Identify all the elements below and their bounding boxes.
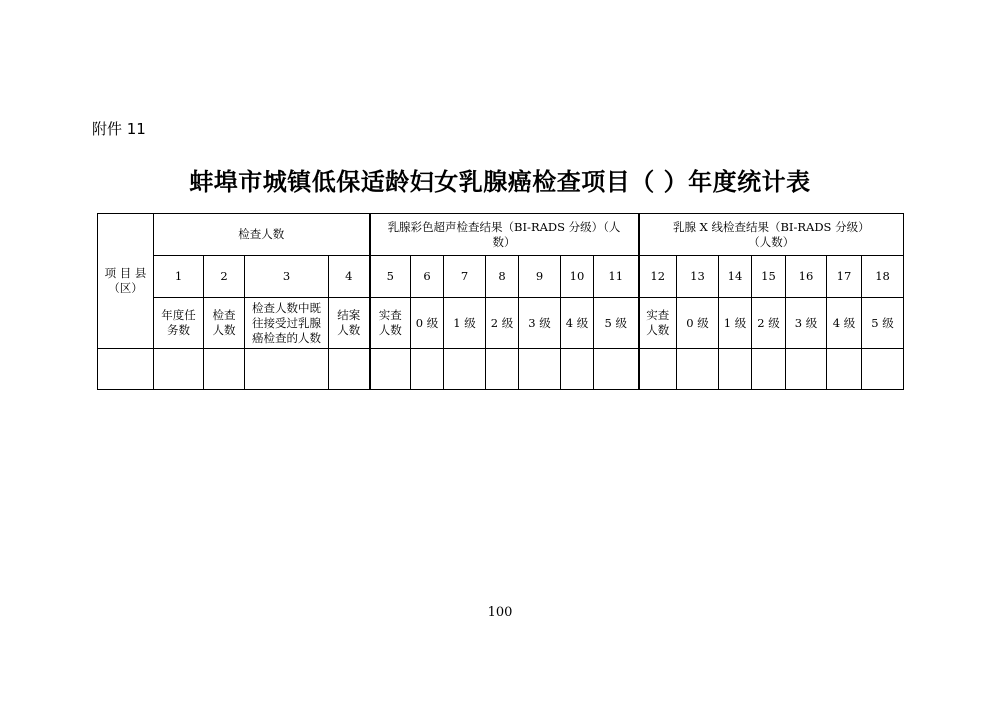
column-number: 13 [677,256,719,298]
column-label: 3 级 [519,298,561,349]
column-label: 结案人数 [329,298,370,349]
table-cell[interactable] [98,349,154,390]
table-cell[interactable] [786,349,827,390]
table-cell[interactable] [519,349,561,390]
column-number: 6 [411,256,444,298]
table-cell[interactable] [862,349,904,390]
column-number: 11 [594,256,639,298]
column-number: 16 [786,256,827,298]
column-label: 实查人数 [370,298,411,349]
column-label: 实查人数 [639,298,677,349]
column-number: 10 [561,256,594,298]
table-cell[interactable] [329,349,370,390]
column-label: 4 级 [561,298,594,349]
table-cell[interactable] [677,349,719,390]
page-number: 100 [487,605,513,620]
column-number: 9 [519,256,561,298]
column-label: 5 级 [862,298,904,349]
column-number: 4 [329,256,370,298]
table-cell[interactable] [154,349,204,390]
table-row-empty [98,349,904,390]
table-cell[interactable] [411,349,444,390]
table-cell[interactable] [719,349,752,390]
table-cell[interactable] [370,349,411,390]
group-header-ultrasound: 乳腺彩色超声检查结果（BI-RADS 分级）（人数） [370,214,639,256]
column-label: 年度任务数 [154,298,204,349]
row-header-county: 项 目 县（区） [98,214,154,349]
column-number: 3 [245,256,329,298]
table-cell[interactable] [752,349,786,390]
group-header-exam-count: 检查人数 [154,214,370,256]
table-cell[interactable] [594,349,639,390]
column-number: 8 [486,256,519,298]
column-number: 1 [154,256,204,298]
table-cell[interactable] [827,349,862,390]
table-cell[interactable] [204,349,245,390]
column-number: 2 [204,256,245,298]
column-number: 14 [719,256,752,298]
column-number: 12 [639,256,677,298]
column-label: 检查人数 [204,298,245,349]
attachment-label: 附件 11 [92,120,146,138]
column-label: 0 级 [677,298,719,349]
statistics-table [97,213,904,390]
column-label: 1 级 [444,298,486,349]
column-label: 2 级 [486,298,519,349]
document-title: 蚌埠市城镇低保适龄妇女乳腺癌检查项目（ ）年度统计表 [189,167,811,196]
column-label: 1 级 [719,298,752,349]
table-cell[interactable] [245,349,329,390]
column-label: 5 级 [594,298,639,349]
table-cell[interactable] [486,349,519,390]
column-label: 0 级 [411,298,444,349]
column-number: 18 [862,256,904,298]
table-cell[interactable] [444,349,486,390]
column-number: 17 [827,256,862,298]
column-label: 4 级 [827,298,862,349]
column-number: 5 [370,256,411,298]
group-header-xray: 乳腺 X 线检查结果（BI-RADS 分级）（人数） [639,214,904,256]
column-label: 3 级 [786,298,827,349]
table-cell[interactable] [639,349,677,390]
table-cell[interactable] [561,349,594,390]
column-number: 15 [752,256,786,298]
column-number: 7 [444,256,486,298]
column-label: 2 级 [752,298,786,349]
column-label: 检查人数中既往接受过乳腺癌检查的人数 [245,298,329,349]
